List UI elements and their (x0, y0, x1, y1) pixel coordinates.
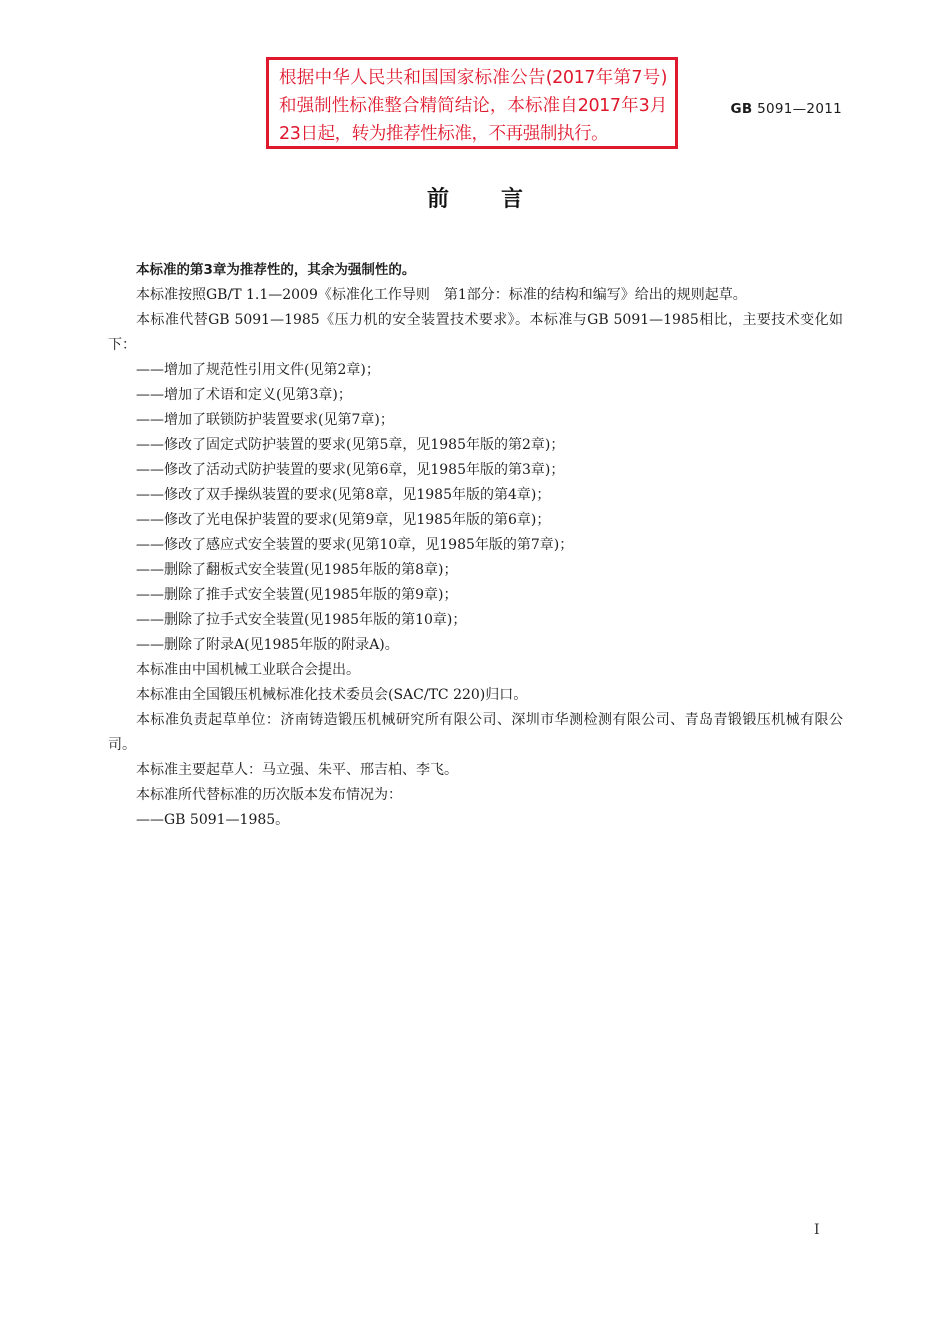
list-item: ——修改了固定式防护装置的要求(见第5章，见1985年版的第2章)； (136, 437, 565, 453)
list-item: ——删除了拉手式安全装置(见1985年版的第10章)； (136, 612, 467, 628)
changes-list (108, 358, 843, 658)
standard-code (731, 101, 843, 117)
page-title: 前言 (426, 187, 575, 212)
page-number: I (814, 1222, 820, 1238)
paragraph-history-intro: 本标准所代替标准的历次版本发布情况为： (136, 787, 402, 803)
list-item: ——增加了规范性引用文件(见第2章)； (136, 362, 380, 378)
list-item: ——增加了联锁防护装置要求(见第7章)； (136, 412, 394, 428)
paragraph-managed-by: 本标准由全国锻压机械标准化技术委员会(SAC/TC 220)归口。 (136, 687, 528, 703)
list-item: ——删除了附录A(见1985年版的附录A)。 (136, 637, 399, 653)
list-item: ——修改了感应式安全装置的要求(见第10章，见1985年版的第7章)； (136, 537, 574, 553)
notice-box (266, 57, 678, 149)
paragraph-drafting-rules: 本标准按照GB/T 1.1—2009《标准化工作导则 第1部分：标准的结构和编写》给出的规则起草。 (136, 287, 747, 303)
paragraph-drafters: 本标准主要起草人：马立强、朱平、邢吉柏、李飞。 (136, 762, 458, 778)
paragraph-recommended-chapter: 本标准的第3章为推荐性的，其余为强制性的。 (136, 262, 416, 278)
standard-prefix: GB (730, 101, 753, 117)
notice-text: 根据中华人民共和国国家标准公告(2017年第7号)和强制性标准整合精简结论，本标准自2017年3月23日起，转为推荐性标准，不再强制执行。 (279, 68, 667, 144)
paragraph-drafting-units: 本标准负责起草单位：济南铸造锻压机械研究所有限公司、深圳市华测检测有限公司、青岛青锻锻压机械有限公司。 (108, 712, 843, 753)
list-item: ——删除了推手式安全装置(见1985年版的第9章)； (136, 587, 458, 603)
foreword-body (108, 258, 843, 833)
paragraph-proposed-by: 本标准由中国机械工业联合会提出。 (136, 662, 360, 678)
list-item: ——修改了双手操纵装置的要求(见第8章，见1985年版的第4章)； (136, 487, 551, 503)
paragraph-replacement: 本标准代替GB 5091—1985《压力机的安全装置技术要求》。本标准与GB 5091—1985相比，主要技术变化如下： (108, 312, 843, 353)
list-item: ——增加了术语和定义(见第3章)； (136, 387, 352, 403)
standard-number: 5091—2011 (757, 101, 842, 117)
list-item: ——删除了翻板式安全装置(见1985年版的第8章)； (136, 562, 458, 578)
paragraph-history-item: ——GB 5091—1985。 (136, 812, 290, 828)
list-item: ——修改了光电保护装置的要求(见第9章，见1985年版的第6章)； (136, 512, 551, 528)
list-item: ——修改了活动式防护装置的要求(见第6章，见1985年版的第3章)； (136, 462, 565, 478)
